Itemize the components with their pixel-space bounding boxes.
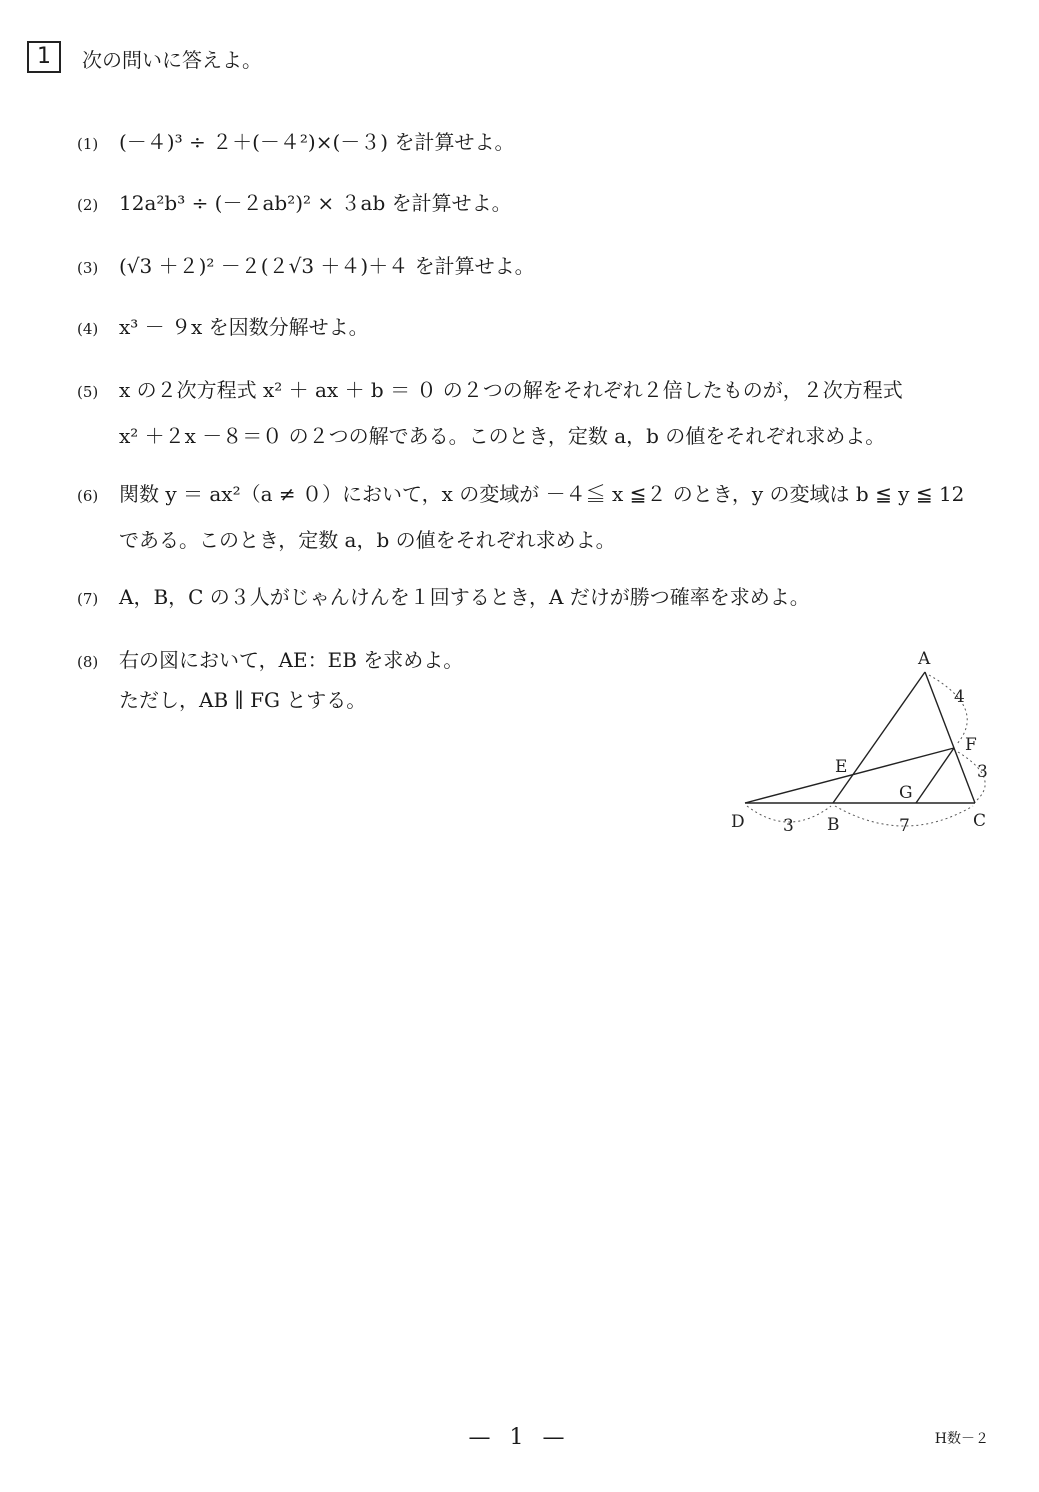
problem-text: (－４)³ ÷ ２＋(－４²)×(－３) を計算せよ。 xyxy=(119,130,515,154)
line-DF xyxy=(745,748,954,803)
problem-number: (1) xyxy=(77,135,99,153)
problem-2 xyxy=(77,186,512,222)
problem-number: (5) xyxy=(77,383,99,401)
label-F: F xyxy=(965,735,977,755)
problem-text: 右の図において，AE：EB を求めよ。 xyxy=(119,648,464,672)
problem-text-line2: x² ＋２x －８＝０ の２つの解である。このとき，定数 a，b の値をそれぞれ求めよ。 xyxy=(119,424,886,448)
problem-4 xyxy=(77,310,369,346)
problem-number: (6) xyxy=(77,487,99,505)
label-G: G xyxy=(899,783,913,803)
problem-8 xyxy=(77,643,463,717)
question-title: 次の問いに答えよ。 xyxy=(82,48,262,72)
problem-text: x の２次方程式 x² ＋ ax ＋ b ＝ ０ の２つの解をそれぞれ２倍したものが，２次方程式 xyxy=(119,378,903,402)
length-FC: 3 xyxy=(977,762,988,782)
problem-7 xyxy=(77,580,810,616)
question-number: 1 xyxy=(27,41,61,73)
triangle-figure xyxy=(725,640,1015,850)
length-BC: 7 xyxy=(899,816,910,836)
problem-number: (2) xyxy=(77,196,99,214)
problem-5 xyxy=(77,373,903,453)
problem-number: (8) xyxy=(77,653,99,671)
label-C: C xyxy=(973,811,987,831)
problem-text: 関数 y ＝ ax²（a ≠ ０）において，x の変域が －４≦ x ≦２ のとき，y の変域は b ≦ y ≦ 12 xyxy=(119,482,965,506)
label-B: B xyxy=(827,815,840,835)
problem-text-line2: である。このとき，定数 a，b の値をそれぞれ求めよ。 xyxy=(119,528,616,552)
label-A: A xyxy=(918,649,931,669)
length-AF: 4 xyxy=(954,687,965,707)
problem-1 xyxy=(77,125,514,161)
label-D: D xyxy=(731,812,745,832)
problem-6 xyxy=(77,477,964,557)
problem-3 xyxy=(77,249,535,285)
problem-text: A，B，C の３人がじゃんけんを１回するとき，A だけが勝つ確率を求めよ。 xyxy=(119,585,810,609)
problem-text-line2: ただし，AB ∥ FG とする。 xyxy=(119,688,367,712)
label-E: E xyxy=(835,757,848,777)
problem-text: 12a²b³ ÷ (－２ab²)² × ３ab を計算せよ。 xyxy=(119,191,512,215)
length-DB: 3 xyxy=(783,816,794,836)
problem-text: (√3 ＋２)² －２(２√3 ＋４)＋４ を計算せよ。 xyxy=(119,254,535,278)
problem-number: (3) xyxy=(77,259,99,277)
page-code: H数－２ xyxy=(934,1431,989,1447)
page-number: — 1 — xyxy=(468,1425,571,1450)
problem-number: (4) xyxy=(77,320,99,338)
problem-number: (7) xyxy=(77,590,99,608)
problem-text: x³ － ９x を因数分解せよ。 xyxy=(119,315,369,339)
